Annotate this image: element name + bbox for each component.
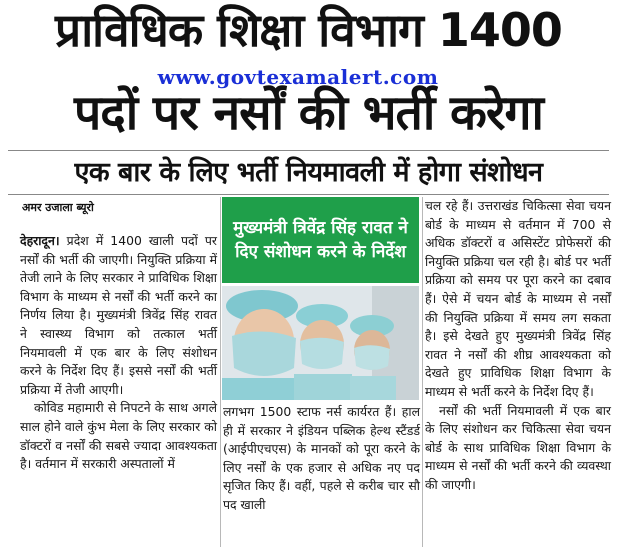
divider-top [8,150,609,151]
headline-line-1: प्राविधिक शिक्षा विभाग 1400 [55,3,562,57]
article-column-left [20,232,217,474]
divider-bottom [8,194,609,195]
column-separator [220,197,221,547]
subheadline: एक बार के लिए भर्ती नियमावली में होगा संशोधन [74,157,543,188]
article-column-right [425,197,611,495]
paragraph: नर्सों की भर्ती नियमावली में एक बार के लिए संशोधन कर चिकित्सा सेवा चयन बोर्ड के साथ प्राविधिक शिक्षा विभाग के माध्यम से नर्सों की भर्ती करने की व्यवस्था की जाएगी। [425,402,611,492]
paragraph: कोविड महामारी से निपटने के साथ अगले साल होने वाले कुंभ मेला के लिए सरकार को डॉक्टरों व नर्सों की सबसे ज्यादा आवश्यकता है। वर्तमान में सरकारी अस्पतालों में [20,400,217,472]
byline: अमर उजाला ब्यूरो [22,201,94,214]
paragraph: चल रहे हैं। उत्तराखंड चिकित्सा सेवा चयन बोर्ड के माध्यम से वर्तमान में 700 से अधिक डॉक्टरों व असिस्टेंट प्रोफेसरों की नियुक्ति प्रक्रिया चल रही है। बोर्ड पर भर्ती प्रक्रिया को समय पर पूरा करने का दबाव हैं। ऐसे में चयन बोर्ड के माध्यम से नर्सों की नियुक्ति प्रक्रिया में समय लग सकता है। इसे देखते हुए मुख्यमंत्री त्रिवेंद्र सिंह रावत ने नर्सों की शीघ्र आवश्यकता को देखते हुए प्राविधिक शिक्षा विभाग के माध्यम से भर्ती करने के निर्देश दिए हैं। [425,198,611,399]
nurses-photo-illustration [222,286,419,400]
headline-line-2: पदों पर नर्सों की भर्ती करेगा [74,85,543,141]
paragraph: लगभग 1500 स्टाफ नर्स कार्यरत हैं। हाल ही में सरकार ने इंडियन पब्लिक हेल्थ स्टैंडर्ड (आईपीएचएस) के मानकों को पूरा करने के लिए नर्सों के एक हजार से अधिक नए पद सृजित किए हैं। वहीं, पहले से करीब चार सौ पद खाली [223,404,420,512]
callout-box: मुख्यमंत्री त्रिवेंद्र सिंह रावत ने दिए संशोधन करने के निर्देश [222,197,419,283]
dateline: देहरादून। [20,233,60,248]
article-column-middle [223,403,420,515]
watermark-url: www.govtexamalert.com [157,65,439,89]
nurses-photo [222,286,419,400]
column-separator [422,197,423,547]
paragraph: प्रदेश में 1400 खाली पदों पर नर्सों की भर्ती की जाएगी। नियुक्ति प्रक्रिया में तेजी लाने के लिए सरकार ने प्राविधिक शिक्षा विभाग के माध्यम से नर्सों की भर्ती करने का निर्णय लिया है। मुख्यमंत्री त्रिवेंद्र सिंह रावत ने स्वास्थ्य विभाग को तत्काल भर्ती नियमावली में एक बार के लिए संशोधन करने के निर्देश दिए हैं। इससे नर्सों की भर्ती प्रक्रिया में तेजी आएगी। [20,233,217,397]
